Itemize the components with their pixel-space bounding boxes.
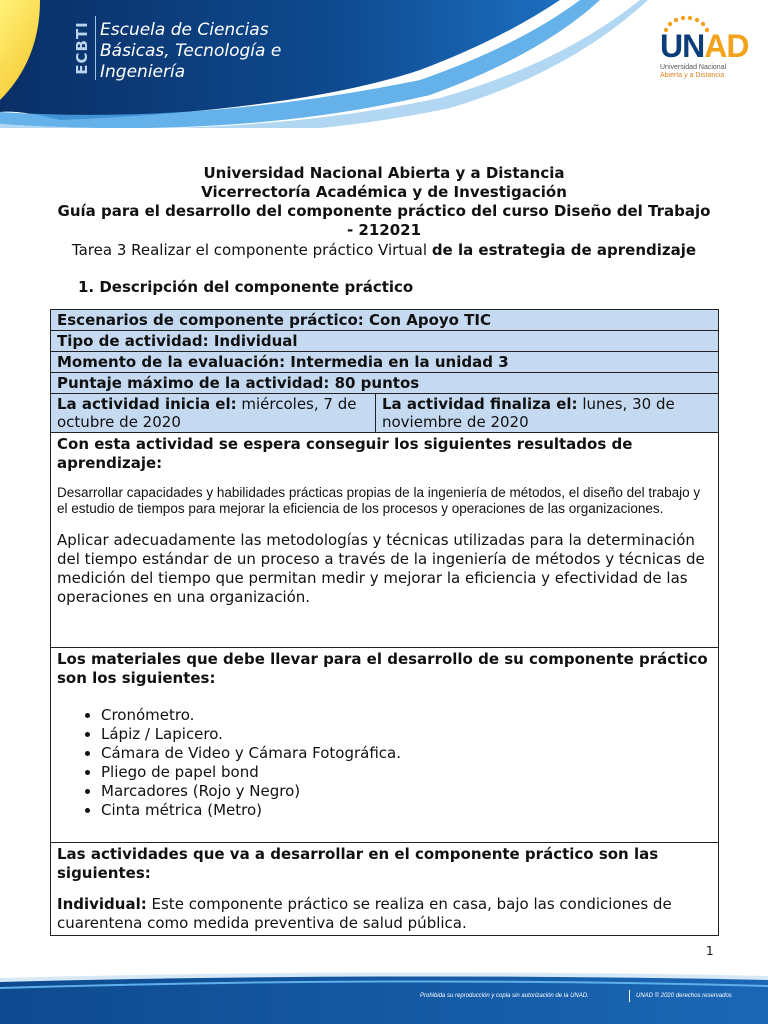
activity-type-cell: Tipo de actividad: Individual — [51, 331, 719, 352]
activities-cell — [51, 843, 719, 936]
table-row — [51, 310, 719, 331]
list-item: • Cámara de Video y Cámara Fotográfica. — [101, 744, 712, 763]
individual-activity: Individual: Este componente práctico se realiza en casa, bajo las condiciones de cuarentena como medida preventiva de salud pública. — [57, 895, 672, 932]
school-name-line: Ingeniería — [100, 62, 186, 82]
table-row — [51, 352, 719, 373]
activity-table — [50, 309, 719, 936]
header-banner — [0, 0, 768, 128]
document-titles — [40, 164, 728, 260]
list-item: • Marcadores (Rojo y Negro) — [101, 782, 712, 801]
vicerrectoria-title: Vicerrectoría Académica y de Investigación — [201, 183, 567, 201]
course-code: - 212021 — [346, 221, 422, 239]
end-date-cell: La actividad finaliza el: lunes, 30 de noviembre de 2020 — [376, 394, 719, 433]
unad-logo-text: UNAD — [660, 28, 749, 64]
university-title: Universidad Nacional Abierta y a Distancia — [203, 164, 565, 182]
school-name-line: Escuela de Ciencias — [100, 20, 269, 40]
guide-title: Guía para el desarrollo del componente práctico del curso Diseño del Trabajo — [57, 202, 711, 220]
footer-note: Prohibida su reproducción y copia sin autorización de la UNAD. — [420, 993, 589, 999]
unad-logo-subtitle-line: Abierta y a Distancia — [660, 72, 725, 79]
ecbti-label: ECBTI — [73, 21, 92, 75]
unad-logo-subtitle — [660, 64, 768, 80]
list-item: • Cronómetro. — [101, 706, 712, 725]
section-heading: 1. Descripción del componente práctico — [78, 278, 414, 296]
footer-copyright: UNAD © 2020 derechos reservados — [636, 993, 732, 999]
materials-title: Los materiales que debe llevar para el desarrollo de su componente práctico son los siguientes: — [57, 650, 708, 687]
learning-result-1: Desarrollar capacidades y habilidades prácticas propias de la ingeniería de métodos, el diseño del trabajo y el estudio de tiempos para mejorar la eficiencia de los procesos y operaciones de las organizaciones. — [57, 485, 701, 516]
page-number: 1 — [706, 944, 714, 958]
table-row — [51, 433, 719, 648]
table-row — [51, 331, 719, 352]
max-score-cell: Puntaje máximo de la actividad: 80 puntos — [51, 373, 719, 394]
list-item: • Cinta métrica (Metro) — [101, 801, 712, 820]
learning-results-cell — [51, 433, 719, 648]
start-date-cell: La actividad inicia el: miércoles, 7 de octubre de 2020 — [51, 394, 376, 433]
table-row — [51, 394, 719, 433]
school-name-line: Básicas, Tecnología e — [100, 41, 282, 61]
materials-list — [57, 706, 712, 820]
table-row — [51, 648, 719, 843]
task-title: Tarea 3 Realizar el componente práctico Virtual de la estrategia de aprendizaje — [71, 241, 697, 259]
materials-cell — [51, 648, 719, 843]
learning-results-title: Con esta actividad se espera conseguir los siguientes resultados de aprendizaje: — [57, 435, 633, 472]
table-row — [51, 843, 719, 936]
list-item: • Pliego de papel bond — [101, 763, 712, 782]
table-row — [51, 373, 719, 394]
scenario-cell: Escenarios de componente práctico: Con Apoyo TIC — [51, 310, 719, 331]
school-name — [100, 20, 320, 83]
list-item: • Lápiz / Lapicero. — [101, 725, 712, 744]
learning-result-2: Aplicar adecuadamente las metodologías y técnicas utilizadas para la determinación del tiempo estándar de un proceso a través de la ingeniería de métodos y técnicas de medición del tiempo que permitan medir y mejorar la eficiencia y efectividad de las operaciones en una organización. — [57, 531, 705, 606]
evaluation-moment-cell: Momento de la evaluación: Intermedia en la unidad 3 — [51, 352, 719, 373]
activities-title: Las actividades que va a desarrollar en el componente práctico son las siguientes: — [57, 845, 659, 882]
footer-divider — [629, 990, 630, 1002]
header-divider — [95, 16, 96, 80]
unad-logo-subtitle-line: Universidad Nacional — [660, 64, 727, 71]
